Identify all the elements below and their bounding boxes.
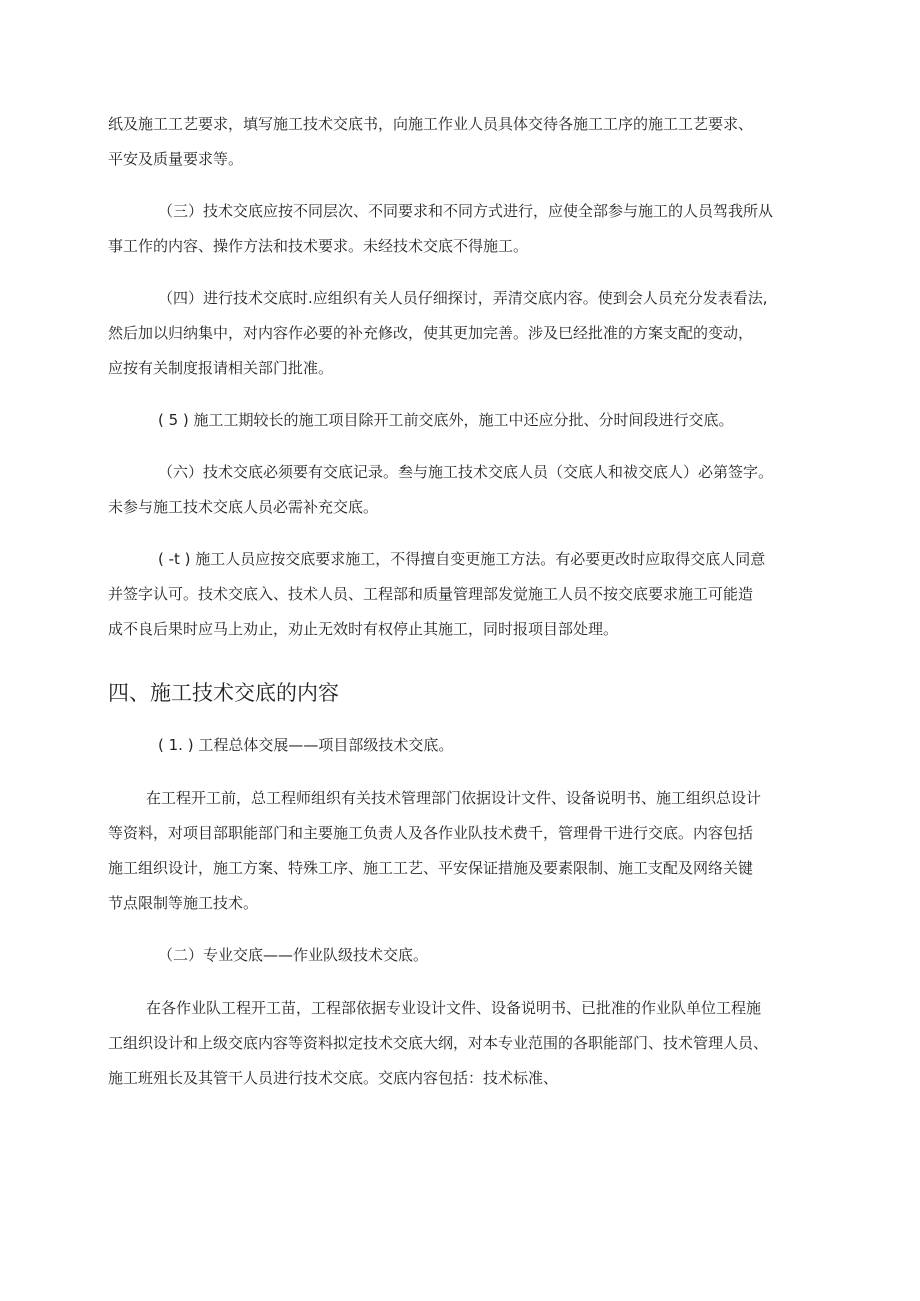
paragraph-line: 施工组织设计，施工方案、特殊工序、施工工艺、平安保证措施及要素限制、施工支配及网络关键	[108, 859, 754, 877]
paragraph-line: ( 1. ) 工程总体交展——项目部级技术交底。	[158, 736, 454, 754]
paragraph-line: （六）技术交底必须要有交底记录。叁与施工技术交底人员（交底人和祓交底人）必第签字。	[158, 463, 774, 481]
paragraph-line: （二）专业交底——作业队级技术交底。	[158, 946, 429, 964]
paragraph-line: 并签字认可。技术交底入、技术人员、工程部和质量管理部发觉施工人员不按交底要求施工可能造	[108, 585, 754, 603]
paragraph-line: 等资料，对项目部职能部门和主要施工负责人及各作业队技术费千，管理骨干进行交底。内容包括	[108, 824, 754, 842]
paragraph-line: 节点限制等施工技术。	[108, 894, 259, 912]
paragraph-line: 在各作业队工程开工苗，工程部依据专业设计文件、设备说明书、已批准的作业队单位工程施	[146, 999, 762, 1017]
paragraph-line: 纸及施工工艺要求，填写施工技术交底书，向施工作业人员具体交待各施工工序的施工工艺要求、	[108, 115, 754, 133]
paragraph-line: 在工程开工前，总工程师组织有关技术管理部门依据设计文件、设备说明书、施工组织总设计	[146, 789, 762, 807]
paragraph-line: ( -t ) 施工人员应按交底要求施工，不得擅自变更施工方法。有必要更改时应取得交底人同意	[158, 550, 766, 568]
paragraph-line: 平安及质量要求等。	[108, 150, 244, 168]
paragraph-line: 工组织设计和上级交底内容等资料拟定技术交底大纲，对本专业范围的各职能部门、技术管理人员、	[108, 1034, 769, 1052]
paragraph-line: 成不良后果时应马上劝止，劝止无效时有权停止其施工，同时报项目部处理。	[108, 620, 619, 638]
paragraph-line: （四）进行技术交底时.应组织有关人员仔细探讨，弄清交底内容。使到会人员充分发表看法,	[158, 289, 768, 307]
paragraph-line: 应按有关制度报请相关部门批准。	[108, 359, 334, 377]
paragraph-line: 然后加以归纳集中，对内容作必要的补充修改，使其更加完善。涉及巳经批准的方案支配的变动，	[108, 324, 754, 342]
paragraph-line: ( 5 ) 施工工期较长的施工项目除开工前交底外，施工中还应分批、分时间段进行交底。	[158, 411, 734, 429]
paragraph-line: 施工班殂长及其管干人员进行技术交底。交底内容包括：技术标准、	[108, 1069, 559, 1087]
paragraph-line: （三）技术交底应按不同层次、不同要求和不同方式进行，应使全部参与施工的人员驾我所从	[158, 202, 774, 220]
paragraph-line: 事工作的内容、操作方法和技术要求。未经技术交底不得施工。	[108, 237, 529, 255]
section-heading: 四、施工技术交底的内容	[108, 681, 339, 705]
paragraph-line: 未参与施工技术交底人员必需补充交底。	[108, 498, 379, 516]
